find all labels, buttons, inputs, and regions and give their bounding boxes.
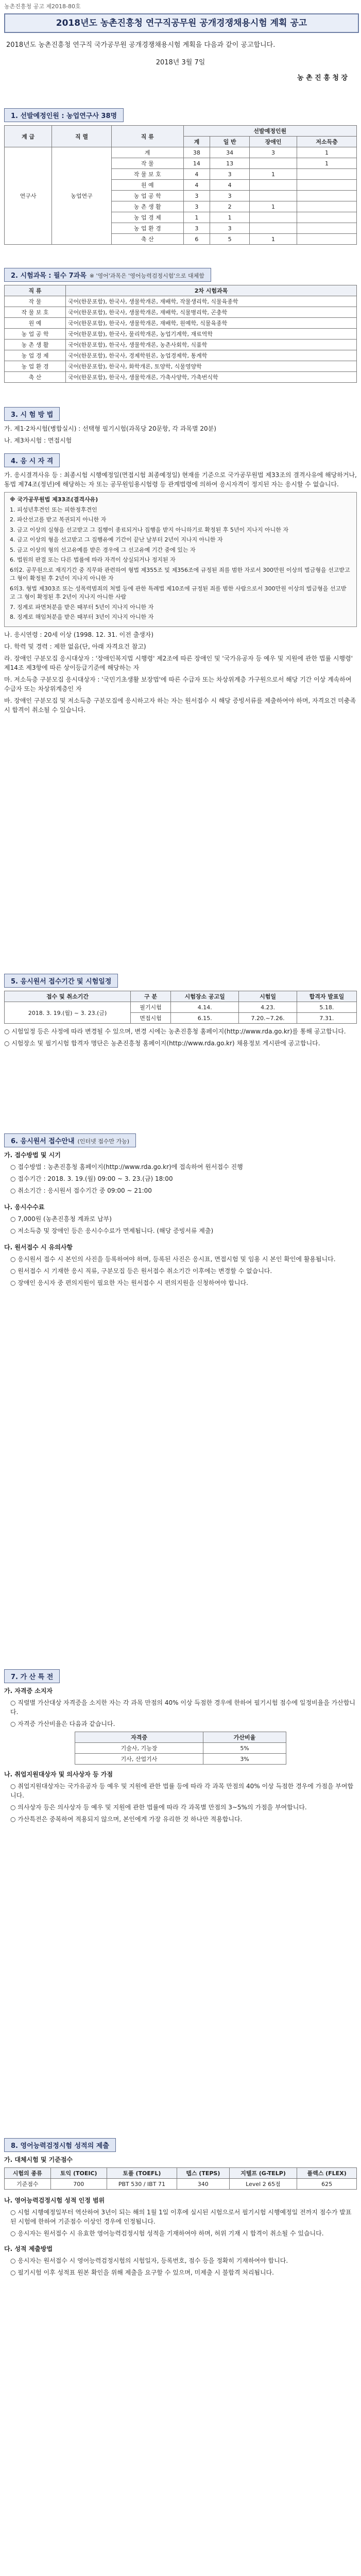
intro-text: 2018년도 농촌진흥청 연구직 국가공무원 공개경쟁채용시험 계획을 다음과 같이 공고합니다.: [6, 41, 276, 49]
cell-general: 4: [210, 180, 250, 191]
section-subjects: [4, 268, 357, 383]
section-heading: 4. 응 시 자 격: [4, 453, 60, 467]
box-line: 7. 징계로 파면처분을 받은 때부터 5년이 지나지 아니한 자: [10, 603, 154, 611]
cell-rank: 연구사: [5, 147, 52, 245]
cell-result: 5.18.: [297, 1002, 356, 1013]
subheading: 가. 접수방법 및 시기: [4, 1151, 61, 1159]
th-plan: 선발예정인원: [183, 126, 357, 137]
cell-announce: 6.15.: [171, 1013, 239, 1024]
cell-disabled: [250, 212, 297, 223]
cell-general: 1: [210, 212, 250, 223]
paragraph: ○ 장애인 응시자 중 편의지원이 필요한 자는 원서접수 시 편의지원을 신청하여야 합니다.: [10, 1279, 248, 1286]
th-class: 계 급: [5, 126, 52, 147]
english-text-2: [4, 2196, 357, 2277]
cell-exam: 국어(한문포함), 한국사, 생물학개론, 재배학, 원예학, 식물육종학: [66, 318, 357, 329]
th-cert: 자격증: [75, 1732, 203, 1743]
paragraph: ○ 접수기간 : 2018. 3. 19.(월) 09:00 ~ 3. 23.(금) 18:00: [10, 1175, 173, 1182]
subheading: 다. 원서접수 시 유의사항: [4, 1244, 73, 1251]
bonus-text-2: [4, 1770, 357, 1824]
cell-announce: 4.14.: [171, 1002, 239, 1013]
section-heading-text: 2. 시험과목 : 필수 7과목: [11, 272, 87, 280]
cell-low-income: [297, 223, 357, 234]
table-row: [5, 296, 357, 307]
notice-date: 2018년 3월 7일: [156, 59, 205, 67]
cell-score: PBT 530 / IBT 71: [107, 2179, 177, 2190]
table-row: [5, 318, 357, 329]
cell-exam: 국어(한문포함), 한국사, 화학개론, 토양학, 식물영양학: [66, 361, 357, 372]
paragraph: ○ 직렬별 가산대상 자격증을 소지한 자는 각 과목 만점의 40% 이상 득점한 경우에 한하여 필기시험 점수에 일정비율을 가산합니다.: [10, 1699, 356, 1716]
th-disabled: 장애인: [250, 137, 297, 147]
table-row: [75, 1754, 286, 1765]
section-english: [4, 2138, 357, 2280]
paragraph: ○ 시험일정 등은 사정에 따라 변경될 수 있으며, 변경 시에는 농촌진흥청 홈페이지(http://www.rda.go.kr)를 통해 공고합니다.: [4, 1028, 346, 1035]
section-bonus: [4, 1669, 357, 1826]
cell-disabled: [250, 180, 297, 191]
schedule-notes: [4, 1027, 357, 1048]
section-recruit: [4, 108, 357, 245]
cell-low-income: 1: [297, 158, 357, 169]
section-schedule: [4, 974, 357, 1050]
th-low-income: 저소득층: [297, 137, 357, 147]
bonus-text: [4, 1686, 357, 1728]
paragraph: ○ 응시원서 접수 시 본인의 사진을 등록하여야 하며, 등록된 사진은 응시표, 면접시험 및 임용 시 본인 확인에 활용됩니다.: [10, 1256, 336, 1263]
cell-exam: 국어(한문포함), 한국사, 생물학개론, 재배학, 작물생리학, 식물육종학: [66, 296, 357, 307]
cell-cert: 기사, 산업기사: [75, 1754, 203, 1765]
cell-low-income: [297, 169, 357, 180]
box-line: 6의3. 형법 제303조 또는 성폭력범죄의 처벌 등에 관한 특례법 제10조에 규정된 죄를 범한 사람으로서 300만원 이상의 벌금형을 선고받고 그 형이 확정된 후 2년이 지나지 아니한 사람: [10, 585, 347, 600]
paragraph: ○ 가산특전은 중복하여 적용되지 않으며, 본인에게 가장 유리한 것 하나만 적용합니다.: [10, 1816, 243, 1823]
box-line: 5. 금고 이상의 형의 선고유예를 받은 경우에 그 선고유예 기간 중에 있는 자: [10, 546, 196, 553]
cell-subject: 축 산: [5, 372, 66, 383]
cell-total: 3: [183, 191, 210, 201]
cell-subject: 작 물 보 호: [111, 169, 183, 180]
cell-low-income: [297, 212, 357, 223]
paragraph: 가. 응시결격사유 등 : 최종시험 시행예정일(면접시험 최종예정일) 현재를 기준으로 국가공무원법 제33조의 결격사유에 해당하거나, 동법 제74조(정년)에 해당하는 자 또는 공무원임용시험령 등 관계법령에 의하여 응시자격이 정지된 자는 응시할 수 없습니다.: [4, 471, 357, 488]
cell-disabled: [250, 158, 297, 169]
cell-date: 7.20.~7.26.: [239, 1013, 297, 1024]
signer: 농 촌 진 흥 청 장: [297, 74, 348, 82]
cell-total: 14: [183, 158, 210, 169]
th-total: 계: [183, 137, 210, 147]
cell-subject: 작 물: [5, 296, 66, 307]
paragraph: 가. 제1·2차시험(병합실시) : 선택형 필기시험(과목당 20문항, 각 과목별 20분): [4, 425, 216, 432]
cell-disabled: 3: [250, 147, 297, 158]
th-subject: 직 류: [5, 285, 66, 296]
cell-type: 필기시험: [131, 1002, 171, 1013]
cell-subject: 농 촌 생 활: [111, 201, 183, 212]
table-row: [5, 147, 357, 158]
cell-low-income: [297, 191, 357, 201]
section-eligibility: [4, 453, 357, 717]
section-heading: 3. 시 험 방 법: [4, 407, 60, 421]
cell-subject: 농 업 공 학: [111, 191, 183, 201]
cell-general: 5: [210, 234, 250, 245]
doc-number: 농촌진흥청 공고 제2018-80호: [4, 3, 81, 10]
th-announce: 시험장소 공고일: [171, 991, 239, 1002]
cell-date: 4.23.: [239, 1002, 297, 1013]
paragraph: ○ 시험장소 및 필기시험 합격자 명단은 농촌진흥청 홈페이지(http://www.rda.go.kr) 채용정보 게시판에 공고합니다.: [4, 1040, 320, 1047]
cell-subject: 작 물 보 호: [5, 307, 66, 318]
cell-subject: 농 업 경 제: [111, 212, 183, 223]
th-subject: 직 류: [111, 126, 183, 147]
paragraph: 라. 장애인 구분모집 응시대상자 : '장애인복지법 시행령' 제2조에 따른 장애인 및 '국가유공자 등 예우 및 지원에 관한 법률 시행령' 제14조 제3항에 따른 상이등급기준에 해당하는 자: [4, 654, 353, 671]
cell-score-label: 기준점수: [5, 2179, 51, 2190]
paragraph: ○ 저소득층 및 장애인 등은 응시수수료가 면제됩니다. (해당 증빙서류 제출): [10, 1227, 214, 1234]
paragraph: ○ 시험 시행예정일부터 역산하여 3년이 되는 해의 1월 1일 이후에 실시된 시험으로서 필기시험 시행예정일 전까지 점수가 발표된 시험에 한하여 기준점수 이상인 경우에 인정됩니다.: [10, 2209, 352, 2225]
th-test-name: 토익 (TOEIC): [50, 2168, 107, 2179]
section-heading-text: 6. 응시원서 접수안내: [11, 1138, 75, 1145]
schedule-table: [4, 991, 357, 1024]
cell-general: 2: [210, 201, 250, 212]
th-test: 시험의 종류: [5, 2168, 51, 2179]
eligibility-text-2: [4, 630, 357, 715]
section-heading: [4, 268, 211, 282]
cell-total: 1: [183, 212, 210, 223]
cell-subject: 농 업 환 경: [5, 361, 66, 372]
section-heading-note: ※ '영어'과목은 '영어능력검정시험'으로 대체함: [89, 273, 204, 279]
cell-exam: 국어(한문포함), 한국사, 경제학원론, 농업경제학, 통계학: [66, 350, 357, 361]
recruit-table: [4, 125, 357, 245]
th-test-name: 토플 (TOEFL): [107, 2168, 177, 2179]
section-heading: 5. 응시원서 접수기간 및 시험일정: [4, 974, 118, 988]
cell-low-income: 1: [297, 147, 357, 158]
cell-score: 625: [297, 2179, 357, 2190]
box-line: 1. 피성년후견인 또는 피한정후견인: [10, 506, 97, 513]
subheading: 다. 성적 제출방법: [4, 2245, 53, 2252]
cell-total: 3: [183, 223, 210, 234]
th-date: 시험일: [239, 991, 297, 1002]
cell-general: 13: [210, 158, 250, 169]
table-row: [5, 329, 357, 340]
subheading: 나. 영어능력검정시험 성적 인정 범위: [4, 2197, 105, 2204]
cell-total: 4: [183, 180, 210, 191]
paragraph: 나. 응시연령 : 20세 이상 (1998. 12. 31. 이전 출생자): [4, 631, 154, 638]
paragraph: ○ 원서접수 시 기재한 응시 직류, 구분모집 등은 원서접수 취소기간 이후에는 변경할 수 없습니다.: [10, 1267, 272, 1275]
subjects-table: [4, 285, 357, 383]
application-text: [4, 1150, 357, 1287]
box-line: 2. 파산선고를 받고 복권되지 아니한 자: [10, 516, 107, 523]
notice-title: 2018년도 농촌진흥청 연구직공무원 공개경쟁채용시험 계획 공고: [4, 13, 359, 33]
cell-low-income: [297, 234, 357, 245]
section-heading-note: (인터넷 접수만 가능): [77, 1138, 130, 1145]
section-heading: 1. 선발예정인원 : 농업연구사 38명: [4, 108, 124, 122]
cell-series: 농업연구: [52, 147, 112, 245]
cell-score: 700: [50, 2179, 107, 2190]
paragraph: ○ 취소기간 : 응시원서 접수기간 중 09:00 ~ 21:00: [10, 1187, 152, 1194]
cell-low-income: [297, 201, 357, 212]
subheading: 가. 대체시험 및 기준점수: [4, 2156, 73, 2163]
subheading: 나. 응시수수료: [4, 1204, 45, 1211]
th-period: 접수 및 취소기간: [5, 991, 131, 1002]
cell-disabled: 1: [250, 201, 297, 212]
cell-rate: 3%: [203, 1754, 286, 1765]
disqualification-box: [4, 492, 357, 627]
cell-period: 2018. 3. 19.(월) ~ 3. 23.(금): [5, 1002, 131, 1024]
table-row: [5, 350, 357, 361]
cell-result: 7.31.: [297, 1013, 356, 1024]
english-text: [4, 2155, 357, 2164]
paragraph: 나. 제3차시험 : 면접시험: [4, 437, 72, 444]
paragraph: ○ 필기시험 이후 성적표 원본 확인을 위해 제출을 요구할 수 있으며, 미제출 시 불합격 처리됩니다.: [10, 2269, 274, 2276]
cell-general: 3: [210, 191, 250, 201]
paragraph: 마. 저소득층 구분모집 응시대상자 : '국민기초생활 보장법'에 따른 수급자 또는 차상위계층 가구원으로서 해당 기간 이상 계속하여 수급자 또는 차상위계층인 자: [4, 675, 352, 692]
cell-type: 면접시험: [131, 1013, 171, 1024]
th-general: 일 반: [210, 137, 250, 147]
box-line: 6의2. 공무원으로 재직기간 중 직무와 관련하여 형법 제355조 및 제356조에 규정된 죄를 범한 자로서 300만원 이상의 벌금형을 선고받고 그 형이 확정된 후 2년이 지나지 아니한 자: [10, 566, 350, 582]
cell-subject: 원 예: [111, 180, 183, 191]
box-line: 3. 금고 이상의 실형을 선고받고 그 집행이 종료되거나 집행을 받지 아니하기로 확정된 후 5년이 지나지 아니한 자: [10, 526, 288, 533]
th-test-name: 텝스 (TEPS): [177, 2168, 229, 2179]
section-heading: 8. 영어능력검정시험 성적의 제출: [4, 2138, 116, 2152]
th-result: 합격자 발표일: [297, 991, 356, 1002]
paragraph: ○ 의사상자 등은 의사상자 등 예우 및 지원에 관한 법률에 따라 각 과목별 만점의 3~5%의 가점을 부여합니다.: [10, 1804, 307, 1811]
cell-score: Level 2 65점: [229, 2179, 297, 2190]
cell-disabled: [250, 191, 297, 201]
table-row: [5, 372, 357, 383]
cell-total: 4: [183, 169, 210, 180]
box-title: ※ 국가공무원법 제33조(결격사유): [10, 496, 98, 503]
th-series: 직 렬: [52, 126, 112, 147]
cell-score: 340: [177, 2179, 229, 2190]
th-exam: 2차 시험과목: [66, 285, 357, 296]
th-test-name: 지텔프 (G-TELP): [229, 2168, 297, 2179]
cell-exam: 국어(한문포함), 한국사, 물리학개론, 농업기계학, 재료역학: [66, 329, 357, 340]
cell-exam: 국어(한문포함), 한국사, 생물학개론, 가축사양학, 가축번식학: [66, 372, 357, 383]
box-line: 4. 금고 이상의 형을 선고받고 그 집행유예 기간이 끝난 날부터 2년이 지나지 아니한 자: [10, 536, 223, 543]
th-rate: 가산비율: [203, 1732, 286, 1743]
section-method: [4, 407, 357, 448]
paragraph: 다. 학력 및 경력 : 제한 없음(단, 아래 자격요건 참고): [4, 642, 146, 650]
paragraph: ○ 접수방법 : 농촌진흥청 홈페이지(http://www.rda.go.kr)에 접속하여 원서접수 진행: [10, 1163, 243, 1171]
english-table: [4, 2167, 357, 2190]
cell-disabled: 1: [250, 169, 297, 180]
cell-general: 3: [210, 169, 250, 180]
cell-exam: 국어(한문포함), 한국사, 생물학개론, 농촌사회학, 식품학: [66, 340, 357, 350]
cell-total: 3: [183, 201, 210, 212]
paragraph: 바. 장애인 구분모집 및 저소득층 구분모집에 응시하고자 하는 자는 원서접수 시 해당 증빙서류를 제출하여야 하며, 자격요건 미충족 시 합격이 취소될 수 있습니다.: [4, 697, 356, 714]
paragraph: ○ 응시자는 원서접수 시 영어능력검정시험의 시험일자, 등록번호, 점수 등을 정확히 기재하여야 합니다.: [10, 2257, 288, 2264]
paragraph: ○ 7,000원 (농촌진흥청 계좌로 납부): [10, 1215, 112, 1223]
eligibility-text: [4, 470, 357, 489]
th-test-name: 플렉스 (FLEX): [297, 2168, 357, 2179]
table-row: [5, 2179, 357, 2190]
table-row: [5, 307, 357, 318]
intro: [6, 40, 355, 83]
section-heading: [4, 1133, 136, 1147]
table-row: [75, 1743, 286, 1754]
cell-subject: 농 촌 생 활: [5, 340, 66, 350]
cert-table: [75, 1732, 286, 1765]
cell-total: 6: [183, 234, 210, 245]
cell-general: 3: [210, 223, 250, 234]
cell-exam: 국어(한문포함), 한국사, 생물학개론, 재배학, 식물병리학, 곤충학: [66, 307, 357, 318]
cell-rate: 5%: [203, 1743, 286, 1754]
section-application: [4, 1133, 357, 1290]
table-row: [5, 361, 357, 372]
cell-subject: 농 업 경 제: [5, 350, 66, 361]
cell-total: 38: [183, 147, 210, 158]
cell-subject: 농 업 환 경: [111, 223, 183, 234]
box-line: 8. 징계로 해임처분을 받은 때부터 3년이 지나지 아니한 자: [10, 614, 154, 620]
cell-general: 34: [210, 147, 250, 158]
cell-subject: 축 산: [111, 234, 183, 245]
cell-subject: 작 물: [111, 158, 183, 169]
cell-cert: 기술사, 기능장: [75, 1743, 203, 1754]
th-type: 구 분: [131, 991, 171, 1002]
subheading: 가. 자격증 소지자: [4, 1687, 53, 1694]
table-row: [5, 340, 357, 350]
paragraph: ○ 취업지원대상자는 국가유공자 등 예우 및 지원에 관한 법률 등에 따라 각 과목 만점의 40% 이상 득점한 경우에 가점을 부여합니다.: [10, 1783, 354, 1799]
section-heading: 7. 가 산 특 전: [4, 1669, 60, 1683]
box-line: 6. 법원의 판결 또는 다른 법률에 따라 자격이 상실되거나 정지된 자: [10, 556, 176, 563]
cell-subject: 원 예: [5, 318, 66, 329]
paragraph: ○ 자격증 가산비율은 다음과 같습니다.: [10, 1720, 115, 1727]
method-text: [4, 424, 357, 445]
cell-low-income: [297, 180, 357, 191]
table-row: [5, 1002, 357, 1013]
cell-subject: 농 업 공 학: [5, 329, 66, 340]
cell-disabled: [250, 223, 297, 234]
cell-disabled: 1: [250, 234, 297, 245]
subheading: 나. 취업지원대상자 및 의사상자 등 가점: [4, 1771, 113, 1778]
paragraph: ○ 응시자는 원서접수 시 유효한 영어능력검정시험 성적을 기재하여야 하며, 허위 기재 시 합격이 취소될 수 있습니다.: [10, 2230, 324, 2237]
cell-total-label: 계: [111, 147, 183, 158]
